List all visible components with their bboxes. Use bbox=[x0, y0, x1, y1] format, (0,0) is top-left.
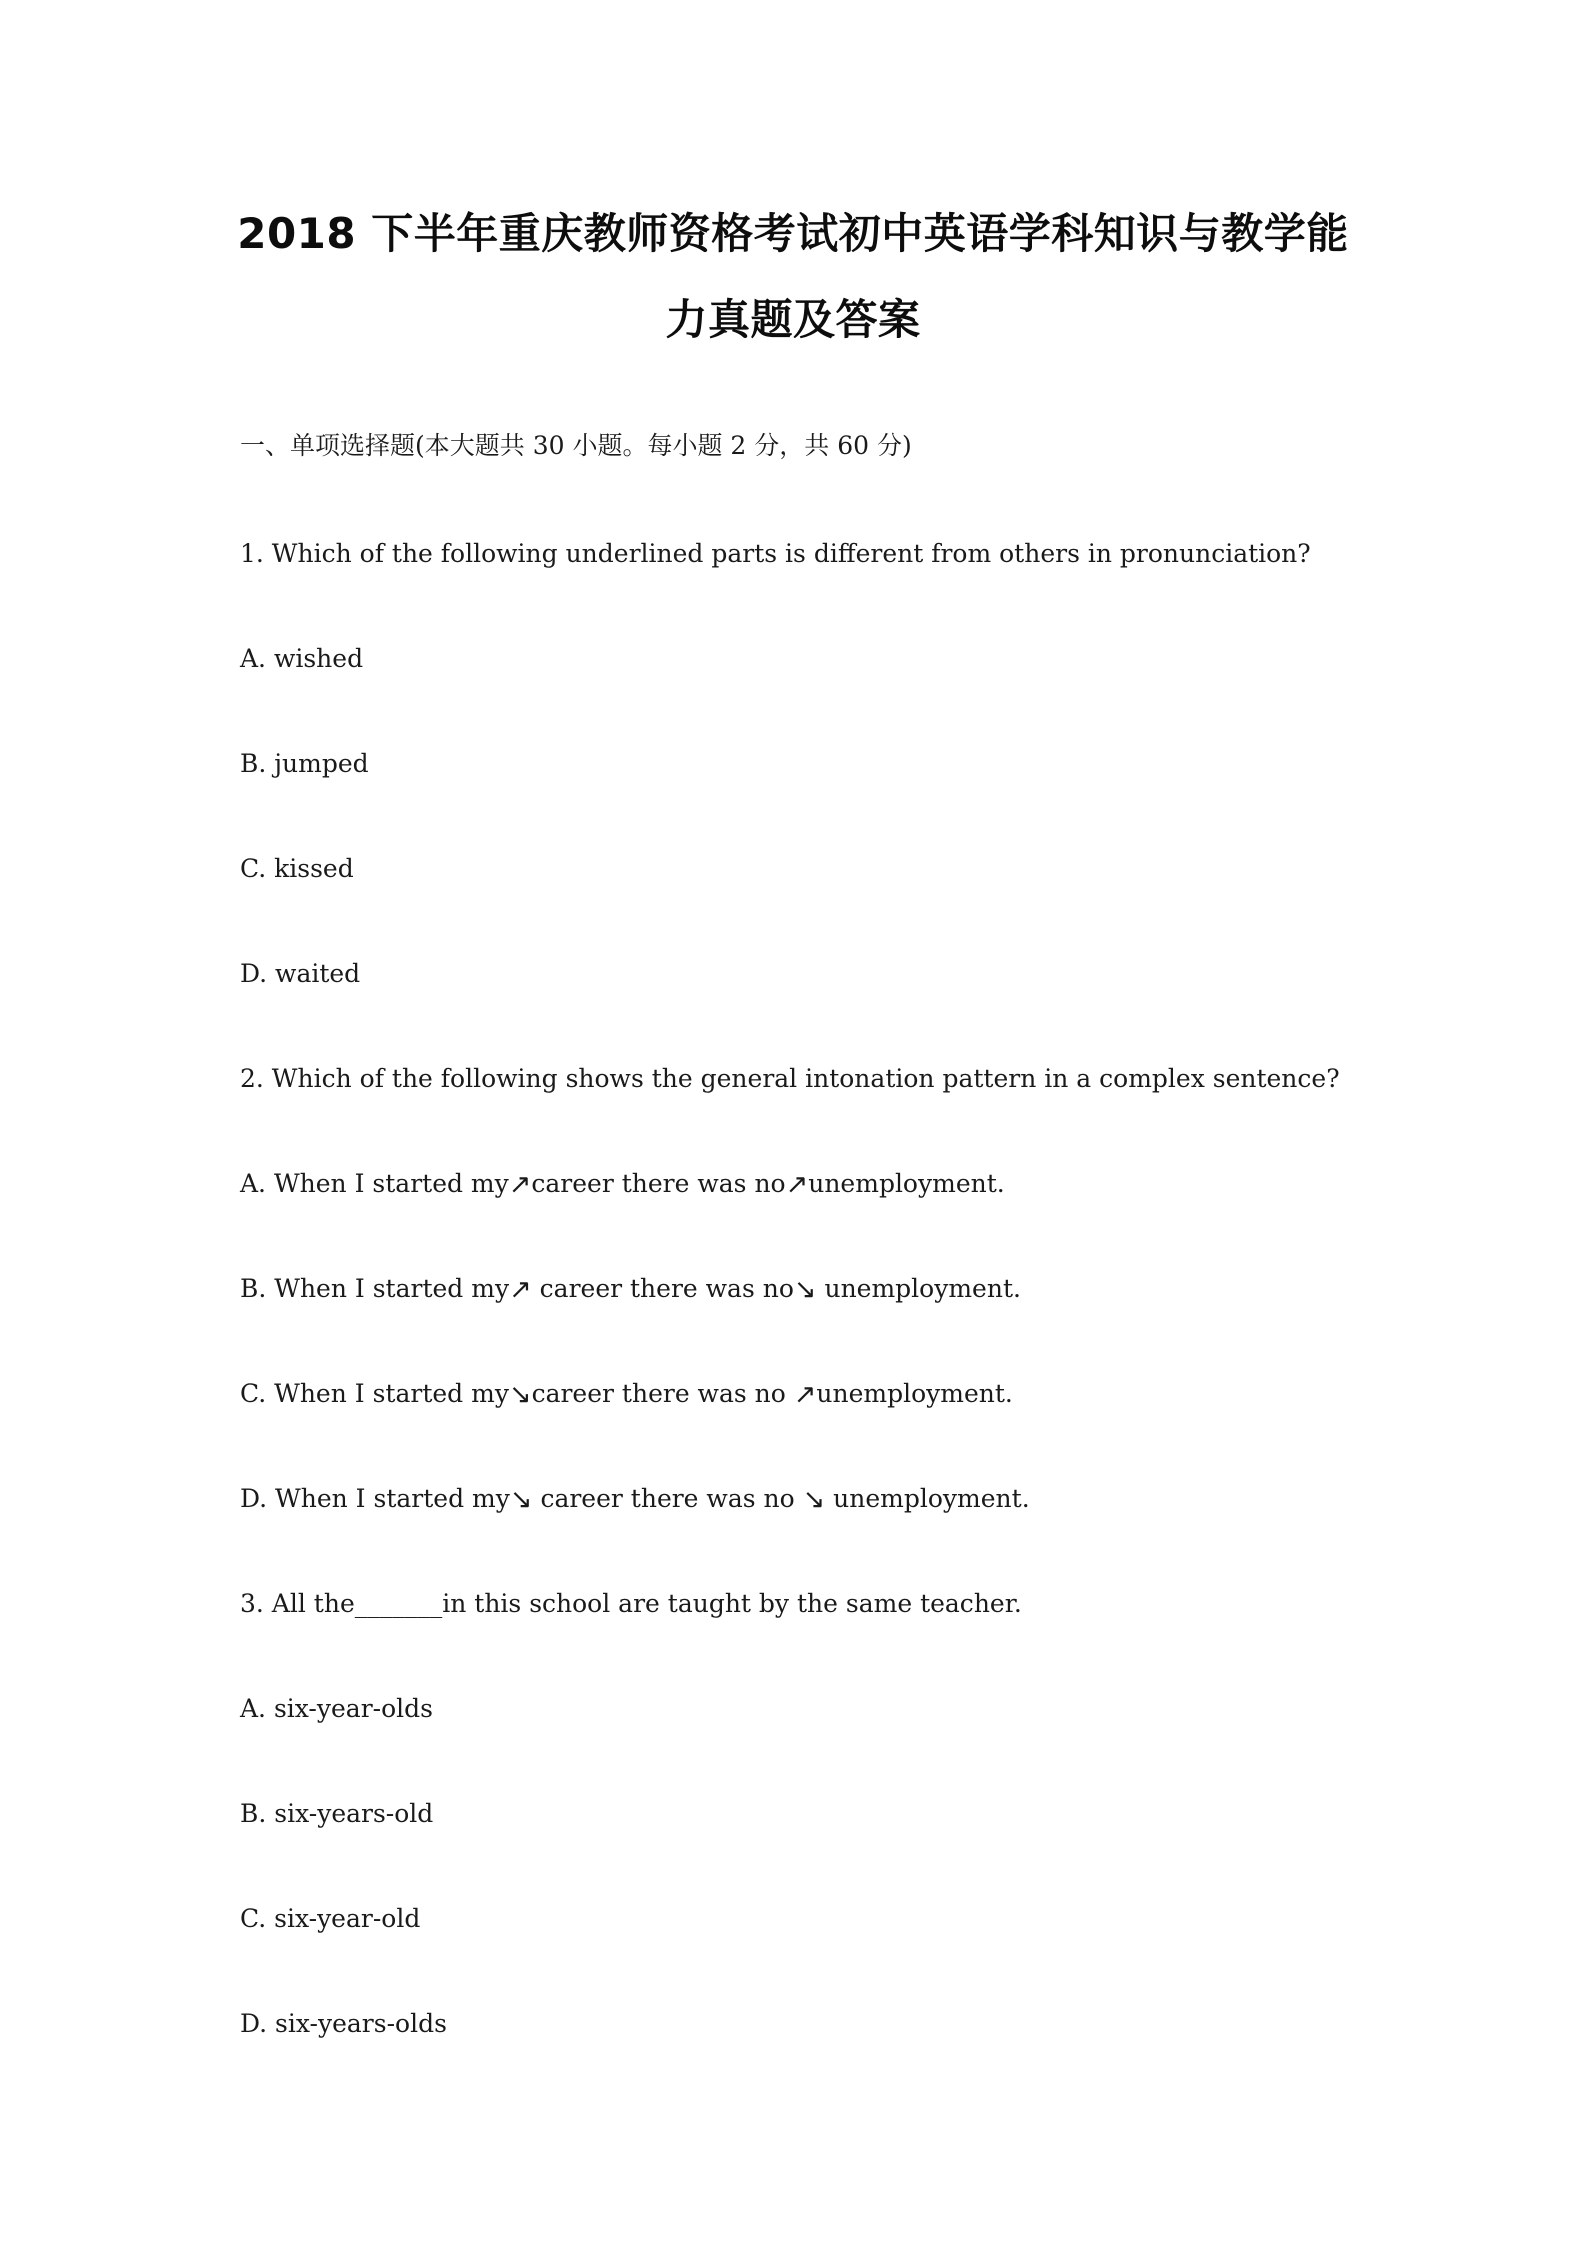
section-heading: 一、单项选择题(本大题共 30 小题。每小题 2 分，共 60 分) bbox=[240, 431, 912, 460]
question-1-option-b: B. jumped bbox=[240, 749, 369, 778]
option-text: career there was no bbox=[531, 1169, 786, 1198]
question-3-option-a: A. six-year-olds bbox=[240, 1694, 433, 1723]
question-1-option-a: A. wished bbox=[240, 644, 364, 673]
option-text: unemployment. bbox=[825, 1484, 1030, 1513]
option-text: career there was no bbox=[532, 1484, 803, 1513]
document-title-line-1: 2018 下半年重庆教师资格考试初中英语学科知识与教学能 bbox=[237, 209, 1349, 258]
question-3-option-c: C. six-year-old bbox=[240, 1904, 421, 1933]
question-1-option-d: D. waited bbox=[240, 959, 361, 988]
option-text: A. When I started my bbox=[240, 1169, 509, 1198]
question-2-option-d bbox=[240, 1481, 1360, 1517]
question-3-option-d: D. six-years-olds bbox=[240, 2009, 447, 2038]
option-text: unemployment. bbox=[816, 1379, 1013, 1408]
option-text: career there was no bbox=[531, 1379, 794, 1408]
question-2-stem: 2. Which of the following shows the general intonation pattern in a complex sentence? bbox=[240, 1064, 1340, 1093]
question-3-stem: 3. All the_______in this school are taught by the same teacher. bbox=[240, 1589, 1022, 1618]
question-2-option-c bbox=[240, 1376, 1360, 1412]
falling-intonation-arrow-icon: ↘ bbox=[509, 1484, 533, 1515]
option-text: C. When I started my bbox=[240, 1379, 509, 1408]
rising-intonation-arrow-icon: ↗ bbox=[509, 1274, 532, 1305]
option-text: B. When I started my bbox=[240, 1274, 510, 1303]
option-text: unemployment. bbox=[816, 1274, 1021, 1303]
rising-intonation-arrow-icon: ↗ bbox=[793, 1379, 817, 1410]
question-2-option-a bbox=[240, 1166, 1360, 1202]
rising-intonation-arrow-icon: ↗ bbox=[508, 1169, 532, 1200]
rising-intonation-arrow-icon: ↗ bbox=[785, 1169, 809, 1200]
question-1-option-c: C. kissed bbox=[240, 854, 354, 883]
option-text: unemployment. bbox=[808, 1169, 1005, 1198]
falling-intonation-arrow-icon: ↘ bbox=[508, 1379, 532, 1410]
falling-intonation-arrow-icon: ↘ bbox=[793, 1274, 817, 1305]
question-1-stem: 1. Which of the following underlined parts is different from others in pronunciation? bbox=[240, 539, 1311, 568]
falling-intonation-arrow-icon: ↘ bbox=[802, 1484, 826, 1515]
question-2-option-b bbox=[240, 1271, 1360, 1307]
document-title-line-2: 力真题及答案 bbox=[665, 295, 921, 344]
option-text: D. When I started my bbox=[240, 1484, 510, 1513]
question-3-option-b: B. six-years-old bbox=[240, 1799, 434, 1828]
option-text: career there was no bbox=[531, 1274, 794, 1303]
